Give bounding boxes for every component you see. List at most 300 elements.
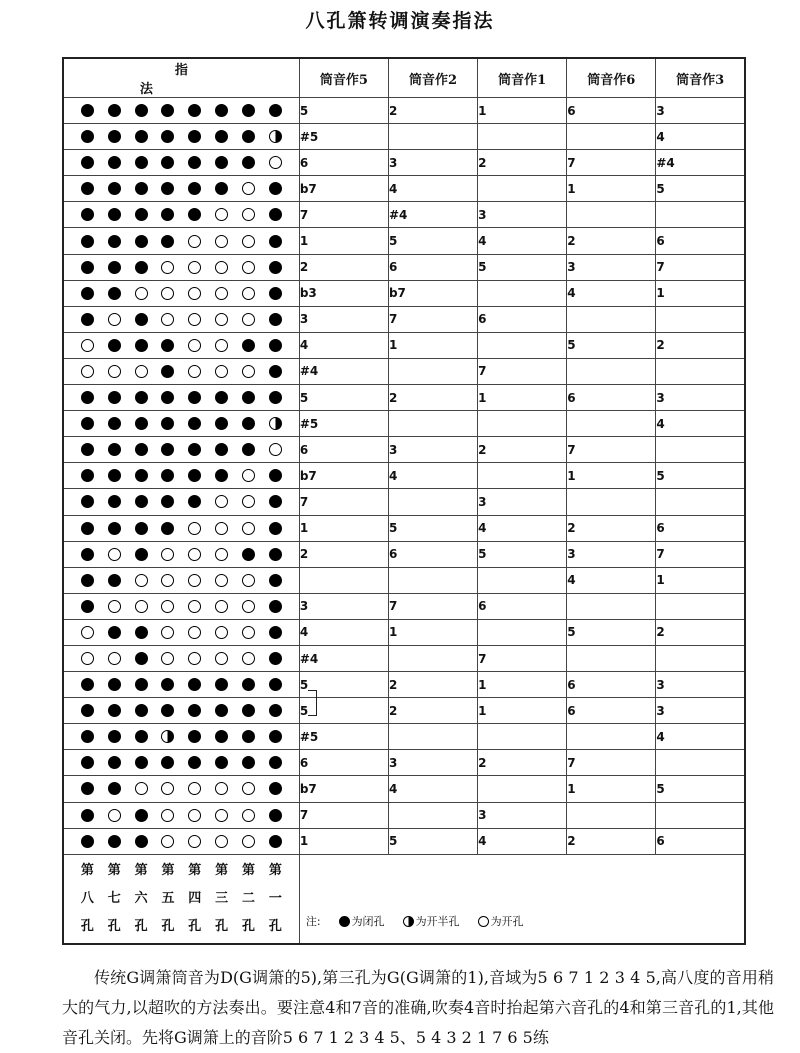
note-cell: 1 — [478, 672, 567, 698]
hole-label-char: 孔 — [161, 919, 175, 934]
fingering-cell — [63, 124, 299, 150]
open-hole-icon — [188, 261, 201, 274]
closed-hole-icon — [81, 313, 94, 326]
open-hole-icon — [242, 600, 255, 613]
open-hole-icon — [478, 916, 489, 927]
closed-hole-icon — [81, 469, 94, 482]
closed-hole-icon — [215, 182, 228, 195]
table-row — [63, 750, 745, 776]
note-cell — [656, 202, 745, 228]
note-cell: 6 — [299, 750, 388, 776]
open-hole-icon — [269, 443, 282, 456]
closed-hole-icon — [81, 600, 94, 613]
open-hole-icon — [108, 313, 121, 326]
open-hole-icon — [188, 574, 201, 587]
closed-hole-icon — [135, 208, 148, 221]
closed-hole-icon — [242, 391, 255, 404]
closed-hole-icon — [269, 704, 282, 717]
open-hole-icon — [188, 782, 201, 795]
note-cell — [656, 802, 745, 828]
closed-hole-icon — [108, 756, 121, 769]
open-hole-icon — [188, 652, 201, 665]
closed-hole-icon — [215, 730, 228, 743]
closed-hole-icon — [135, 104, 148, 117]
open-hole-icon — [161, 652, 174, 665]
note-cell — [478, 567, 567, 593]
note-cell: 6 — [478, 593, 567, 619]
note-cell: #4 — [656, 150, 745, 176]
closed-hole-icon — [242, 130, 255, 143]
key-header: 筒音作5 — [299, 58, 388, 98]
open-hole-icon — [188, 235, 201, 248]
hole-label-char: 孔 — [268, 919, 282, 934]
note-cell — [567, 411, 656, 437]
note-cell: 5 — [388, 828, 477, 854]
closed-hole-icon — [108, 235, 121, 248]
closed-hole-icon — [215, 756, 228, 769]
table-row — [63, 828, 745, 854]
hole-label — [215, 857, 228, 941]
open-hole-icon — [135, 365, 148, 378]
note-cell: 4 — [388, 176, 477, 202]
open-hole-icon — [161, 626, 174, 639]
note-cell — [388, 645, 477, 671]
closed-hole-icon — [81, 782, 94, 795]
closed-hole-icon — [135, 235, 148, 248]
hole-label-char: 五 — [161, 891, 175, 906]
closed-hole-icon — [242, 756, 255, 769]
open-hole-icon — [242, 182, 255, 195]
open-hole-icon — [242, 261, 255, 274]
closed-hole-icon — [269, 782, 282, 795]
note-cell: 5 — [567, 619, 656, 645]
closed-hole-icon — [269, 809, 282, 822]
closed-hole-icon — [269, 469, 282, 482]
closed-hole-icon — [242, 156, 255, 169]
open-hole-icon — [188, 365, 201, 378]
note-cell — [567, 724, 656, 750]
closed-hole-icon — [188, 730, 201, 743]
note-cell: 4 — [656, 411, 745, 437]
closed-hole-icon — [215, 156, 228, 169]
closed-hole-icon — [215, 678, 228, 691]
note-cell: 5 — [567, 332, 656, 358]
note-cell — [567, 802, 656, 828]
closed-hole-icon — [135, 261, 148, 274]
note-cell: 1 — [567, 776, 656, 802]
closed-hole-icon — [161, 756, 174, 769]
note-cell — [656, 437, 745, 463]
closed-hole-icon — [81, 104, 94, 117]
closed-hole-icon — [161, 495, 174, 508]
closed-hole-icon — [135, 130, 148, 143]
closed-hole-icon — [242, 104, 255, 117]
table-row — [63, 437, 745, 463]
closed-hole-icon — [188, 704, 201, 717]
closed-hole-icon — [269, 835, 282, 848]
closed-hole-icon — [269, 522, 282, 535]
table-row — [63, 619, 745, 645]
fingering-cell — [63, 802, 299, 828]
note-cell — [478, 176, 567, 202]
fingering-cell — [63, 776, 299, 802]
closed-hole-icon — [188, 104, 201, 117]
note-cell: 2 — [299, 254, 388, 280]
half-hole-icon — [403, 916, 414, 927]
closed-hole-icon — [108, 339, 121, 352]
closed-hole-icon — [161, 522, 174, 535]
note-cell: 3 — [388, 437, 477, 463]
hole-label-char: 第 — [134, 863, 148, 878]
open-hole-icon — [135, 782, 148, 795]
hole-label-char: 第 — [215, 863, 229, 878]
note-cell: 7 — [567, 437, 656, 463]
open-hole-icon — [242, 782, 255, 795]
table-row — [63, 332, 745, 358]
closed-hole-icon — [135, 417, 148, 430]
footer-row — [63, 855, 745, 945]
closed-hole-icon — [161, 339, 174, 352]
open-hole-icon — [161, 782, 174, 795]
closed-hole-icon — [135, 835, 148, 848]
closed-hole-icon — [188, 443, 201, 456]
fingering-cell — [63, 567, 299, 593]
note-cell: 3 — [388, 750, 477, 776]
closed-hole-icon — [81, 756, 94, 769]
table-row — [63, 98, 745, 124]
table-row — [63, 724, 745, 750]
closed-hole-icon — [269, 182, 282, 195]
note-cell: 1 — [478, 98, 567, 124]
note-cell: #4 — [299, 645, 388, 671]
closed-hole-icon — [242, 339, 255, 352]
closed-hole-icon — [108, 391, 121, 404]
closed-hole-icon — [81, 261, 94, 274]
open-hole-icon — [188, 809, 201, 822]
fingering-cell — [63, 150, 299, 176]
closed-hole-icon — [161, 704, 174, 717]
table-row — [63, 541, 745, 567]
closed-hole-icon — [108, 678, 121, 691]
table-row — [63, 802, 745, 828]
fingering-table — [62, 57, 746, 945]
note-cell: 2 — [478, 437, 567, 463]
closed-hole-icon — [188, 495, 201, 508]
hole-label-char: 孔 — [107, 919, 121, 934]
table-row — [63, 306, 745, 332]
fingering-cell — [63, 619, 299, 645]
open-hole-icon — [81, 365, 94, 378]
note-cell — [478, 124, 567, 150]
open-hole-icon — [269, 156, 282, 169]
closed-hole-icon — [161, 391, 174, 404]
note-cell — [567, 124, 656, 150]
closed-hole-icon — [269, 261, 282, 274]
open-hole-icon — [108, 548, 121, 561]
closed-hole-icon — [269, 208, 282, 221]
closed-hole-icon — [135, 730, 148, 743]
open-hole-icon — [242, 469, 255, 482]
closed-hole-icon — [269, 574, 282, 587]
closed-hole-icon — [108, 626, 121, 639]
closed-hole-icon — [108, 495, 121, 508]
closed-hole-icon — [188, 756, 201, 769]
hole-label — [242, 857, 255, 941]
note-cell: 6 — [299, 150, 388, 176]
note-cell: 1 — [388, 619, 477, 645]
open-hole-icon — [188, 626, 201, 639]
closed-hole-icon — [188, 391, 201, 404]
note-cell — [478, 776, 567, 802]
note-cell — [478, 411, 567, 437]
open-hole-icon — [135, 287, 148, 300]
closed-hole-icon — [161, 208, 174, 221]
closed-hole-icon — [81, 182, 94, 195]
note-cell: 4 — [388, 776, 477, 802]
note-cell: 5 — [299, 698, 388, 724]
note-cell: 1 — [567, 463, 656, 489]
closed-hole-icon — [242, 730, 255, 743]
closed-hole-icon — [215, 104, 228, 117]
closed-hole-icon — [108, 835, 121, 848]
closed-hole-icon — [161, 417, 174, 430]
note-cell: 2 — [478, 750, 567, 776]
note-cell: 3 — [656, 98, 745, 124]
note-cell: 2 — [388, 98, 477, 124]
note-cell: #4 — [388, 202, 477, 228]
note-cell: 6 — [478, 306, 567, 332]
note-cell: #5 — [299, 724, 388, 750]
note-cell: 5 — [656, 776, 745, 802]
note-cell — [388, 567, 477, 593]
fingering-cell — [63, 724, 299, 750]
closed-hole-icon — [215, 391, 228, 404]
closed-hole-icon — [135, 809, 148, 822]
open-hole-icon — [242, 835, 255, 848]
closed-hole-icon — [161, 365, 174, 378]
note-cell: b7 — [299, 176, 388, 202]
closed-hole-icon — [269, 235, 282, 248]
hole-label-char: 第 — [107, 863, 121, 878]
fingering-cell — [63, 489, 299, 515]
note-cell: 2 — [478, 150, 567, 176]
open-hole-icon — [242, 809, 255, 822]
note-cell: 3 — [656, 698, 745, 724]
hole-label-char: 八 — [80, 891, 94, 906]
note-cell: 4 — [567, 567, 656, 593]
open-hole-icon — [242, 208, 255, 221]
closed-hole-icon — [81, 391, 94, 404]
fingering-cell — [63, 228, 299, 254]
closed-hole-icon — [135, 495, 148, 508]
note-cell: 6 — [567, 385, 656, 411]
note-cell: 6 — [567, 698, 656, 724]
hole-label-char: 六 — [134, 891, 148, 906]
fingering-cell — [63, 98, 299, 124]
note-cell: 4 — [388, 463, 477, 489]
closed-hole-icon — [215, 130, 228, 143]
note-cell: 5 — [478, 541, 567, 567]
closed-hole-icon — [108, 130, 121, 143]
closed-hole-icon — [135, 548, 148, 561]
note-cell: 5 — [656, 463, 745, 489]
open-hole-icon — [215, 287, 228, 300]
closed-hole-icon — [108, 730, 121, 743]
note-cell: 4 — [656, 724, 745, 750]
closed-hole-icon — [81, 156, 94, 169]
closed-hole-icon — [161, 156, 174, 169]
hole-label — [188, 857, 201, 941]
closed-hole-icon — [269, 652, 282, 665]
closed-hole-icon — [108, 443, 121, 456]
table-row — [63, 124, 745, 150]
note-cell — [388, 124, 477, 150]
note-cell: #5 — [299, 124, 388, 150]
note-cell: 2 — [388, 698, 477, 724]
closed-hole-icon — [242, 417, 255, 430]
table-row — [63, 176, 745, 202]
open-hole-icon — [215, 809, 228, 822]
hole-label-char: 第 — [188, 863, 202, 878]
legend-half: 为开半孔 — [415, 915, 460, 928]
note-cell: 6 — [388, 254, 477, 280]
open-hole-icon — [215, 522, 228, 535]
table-row — [63, 150, 745, 176]
open-hole-icon — [242, 365, 255, 378]
note-cell: 3 — [478, 489, 567, 515]
legend-open: 为开孔 — [490, 915, 524, 928]
closed-hole-icon — [135, 626, 148, 639]
table-row — [63, 489, 745, 515]
closed-hole-icon — [215, 704, 228, 717]
fingering-cell — [63, 698, 299, 724]
note-cell: 2 — [388, 672, 477, 698]
closed-hole-icon — [108, 261, 121, 274]
closed-hole-icon — [188, 208, 201, 221]
note-cell: 3 — [567, 254, 656, 280]
closed-hole-icon — [81, 495, 94, 508]
open-hole-icon — [161, 548, 174, 561]
closed-hole-icon — [81, 443, 94, 456]
table-row — [63, 463, 745, 489]
open-hole-icon — [188, 287, 201, 300]
note-cell — [567, 306, 656, 332]
hole-label-char: 二 — [241, 891, 255, 906]
open-hole-icon — [242, 522, 255, 535]
note-cell — [656, 358, 745, 384]
fingering-cell — [63, 176, 299, 202]
open-hole-icon — [215, 208, 228, 221]
note-cell: 2 — [299, 541, 388, 567]
closed-hole-icon — [188, 417, 201, 430]
closed-hole-icon — [242, 443, 255, 456]
note-cell: 1 — [388, 332, 477, 358]
closed-hole-icon — [108, 574, 121, 587]
note-cell — [388, 489, 477, 515]
note-cell: 6 — [567, 98, 656, 124]
open-hole-icon — [161, 835, 174, 848]
open-hole-icon — [161, 600, 174, 613]
note-cell: 6 — [656, 828, 745, 854]
closed-hole-icon — [81, 678, 94, 691]
note-cell: 7 — [478, 645, 567, 671]
closed-hole-icon — [188, 182, 201, 195]
bracket-mark — [308, 690, 317, 716]
closed-hole-icon — [161, 235, 174, 248]
note-cell — [656, 645, 745, 671]
closed-hole-icon — [269, 730, 282, 743]
closed-hole-icon — [215, 443, 228, 456]
note-cell: 1 — [299, 228, 388, 254]
header-row — [63, 58, 745, 98]
note-cell: 7 — [567, 750, 656, 776]
note-cell: 4 — [656, 124, 745, 150]
open-hole-icon — [81, 339, 94, 352]
note-cell: 3 — [567, 541, 656, 567]
closed-hole-icon — [161, 104, 174, 117]
note-cell: b7 — [388, 280, 477, 306]
open-hole-icon — [215, 652, 228, 665]
note-cell — [567, 645, 656, 671]
note-cell: 5 — [299, 672, 388, 698]
hole-labels — [63, 855, 299, 945]
open-hole-icon — [215, 574, 228, 587]
table-row — [63, 698, 745, 724]
note-cell: 1 — [656, 567, 745, 593]
open-hole-icon — [242, 495, 255, 508]
fingering-cell — [63, 463, 299, 489]
closed-hole-icon — [135, 652, 148, 665]
note-cell: 5 — [388, 228, 477, 254]
hole-label-char: 第 — [80, 863, 94, 878]
open-hole-icon — [188, 313, 201, 326]
open-hole-icon — [81, 652, 94, 665]
hole-label — [161, 857, 174, 941]
key-header: 筒音作3 — [656, 58, 745, 98]
open-hole-icon — [215, 365, 228, 378]
note-cell: #4 — [299, 358, 388, 384]
closed-hole-icon — [81, 208, 94, 221]
fingering-cell — [63, 672, 299, 698]
closed-hole-icon — [81, 417, 94, 430]
note-cell: 6 — [388, 541, 477, 567]
note-cell: 3 — [656, 385, 745, 411]
fingering-cell — [63, 254, 299, 280]
open-hole-icon — [215, 626, 228, 639]
note-cell: 2 — [656, 619, 745, 645]
legend — [299, 855, 745, 945]
hole-label — [269, 857, 282, 941]
note-cell: 7 — [478, 358, 567, 384]
closed-hole-icon — [81, 287, 94, 300]
table-row — [63, 672, 745, 698]
note-cell: 2 — [656, 332, 745, 358]
closed-hole-icon — [161, 443, 174, 456]
note-cell: 7 — [388, 306, 477, 332]
half-hole-icon — [269, 417, 282, 430]
note-cell — [478, 619, 567, 645]
table-row — [63, 411, 745, 437]
page-title: 八孔箫转调演奏指法 — [305, 10, 495, 32]
hole-label-char: 孔 — [134, 919, 148, 934]
closed-hole-icon — [135, 313, 148, 326]
open-hole-icon — [188, 339, 201, 352]
note-cell: 3 — [299, 593, 388, 619]
closed-hole-icon — [269, 548, 282, 561]
open-hole-icon — [135, 574, 148, 587]
hole-label — [81, 857, 94, 941]
fingering-header: 指法 — [63, 58, 299, 98]
